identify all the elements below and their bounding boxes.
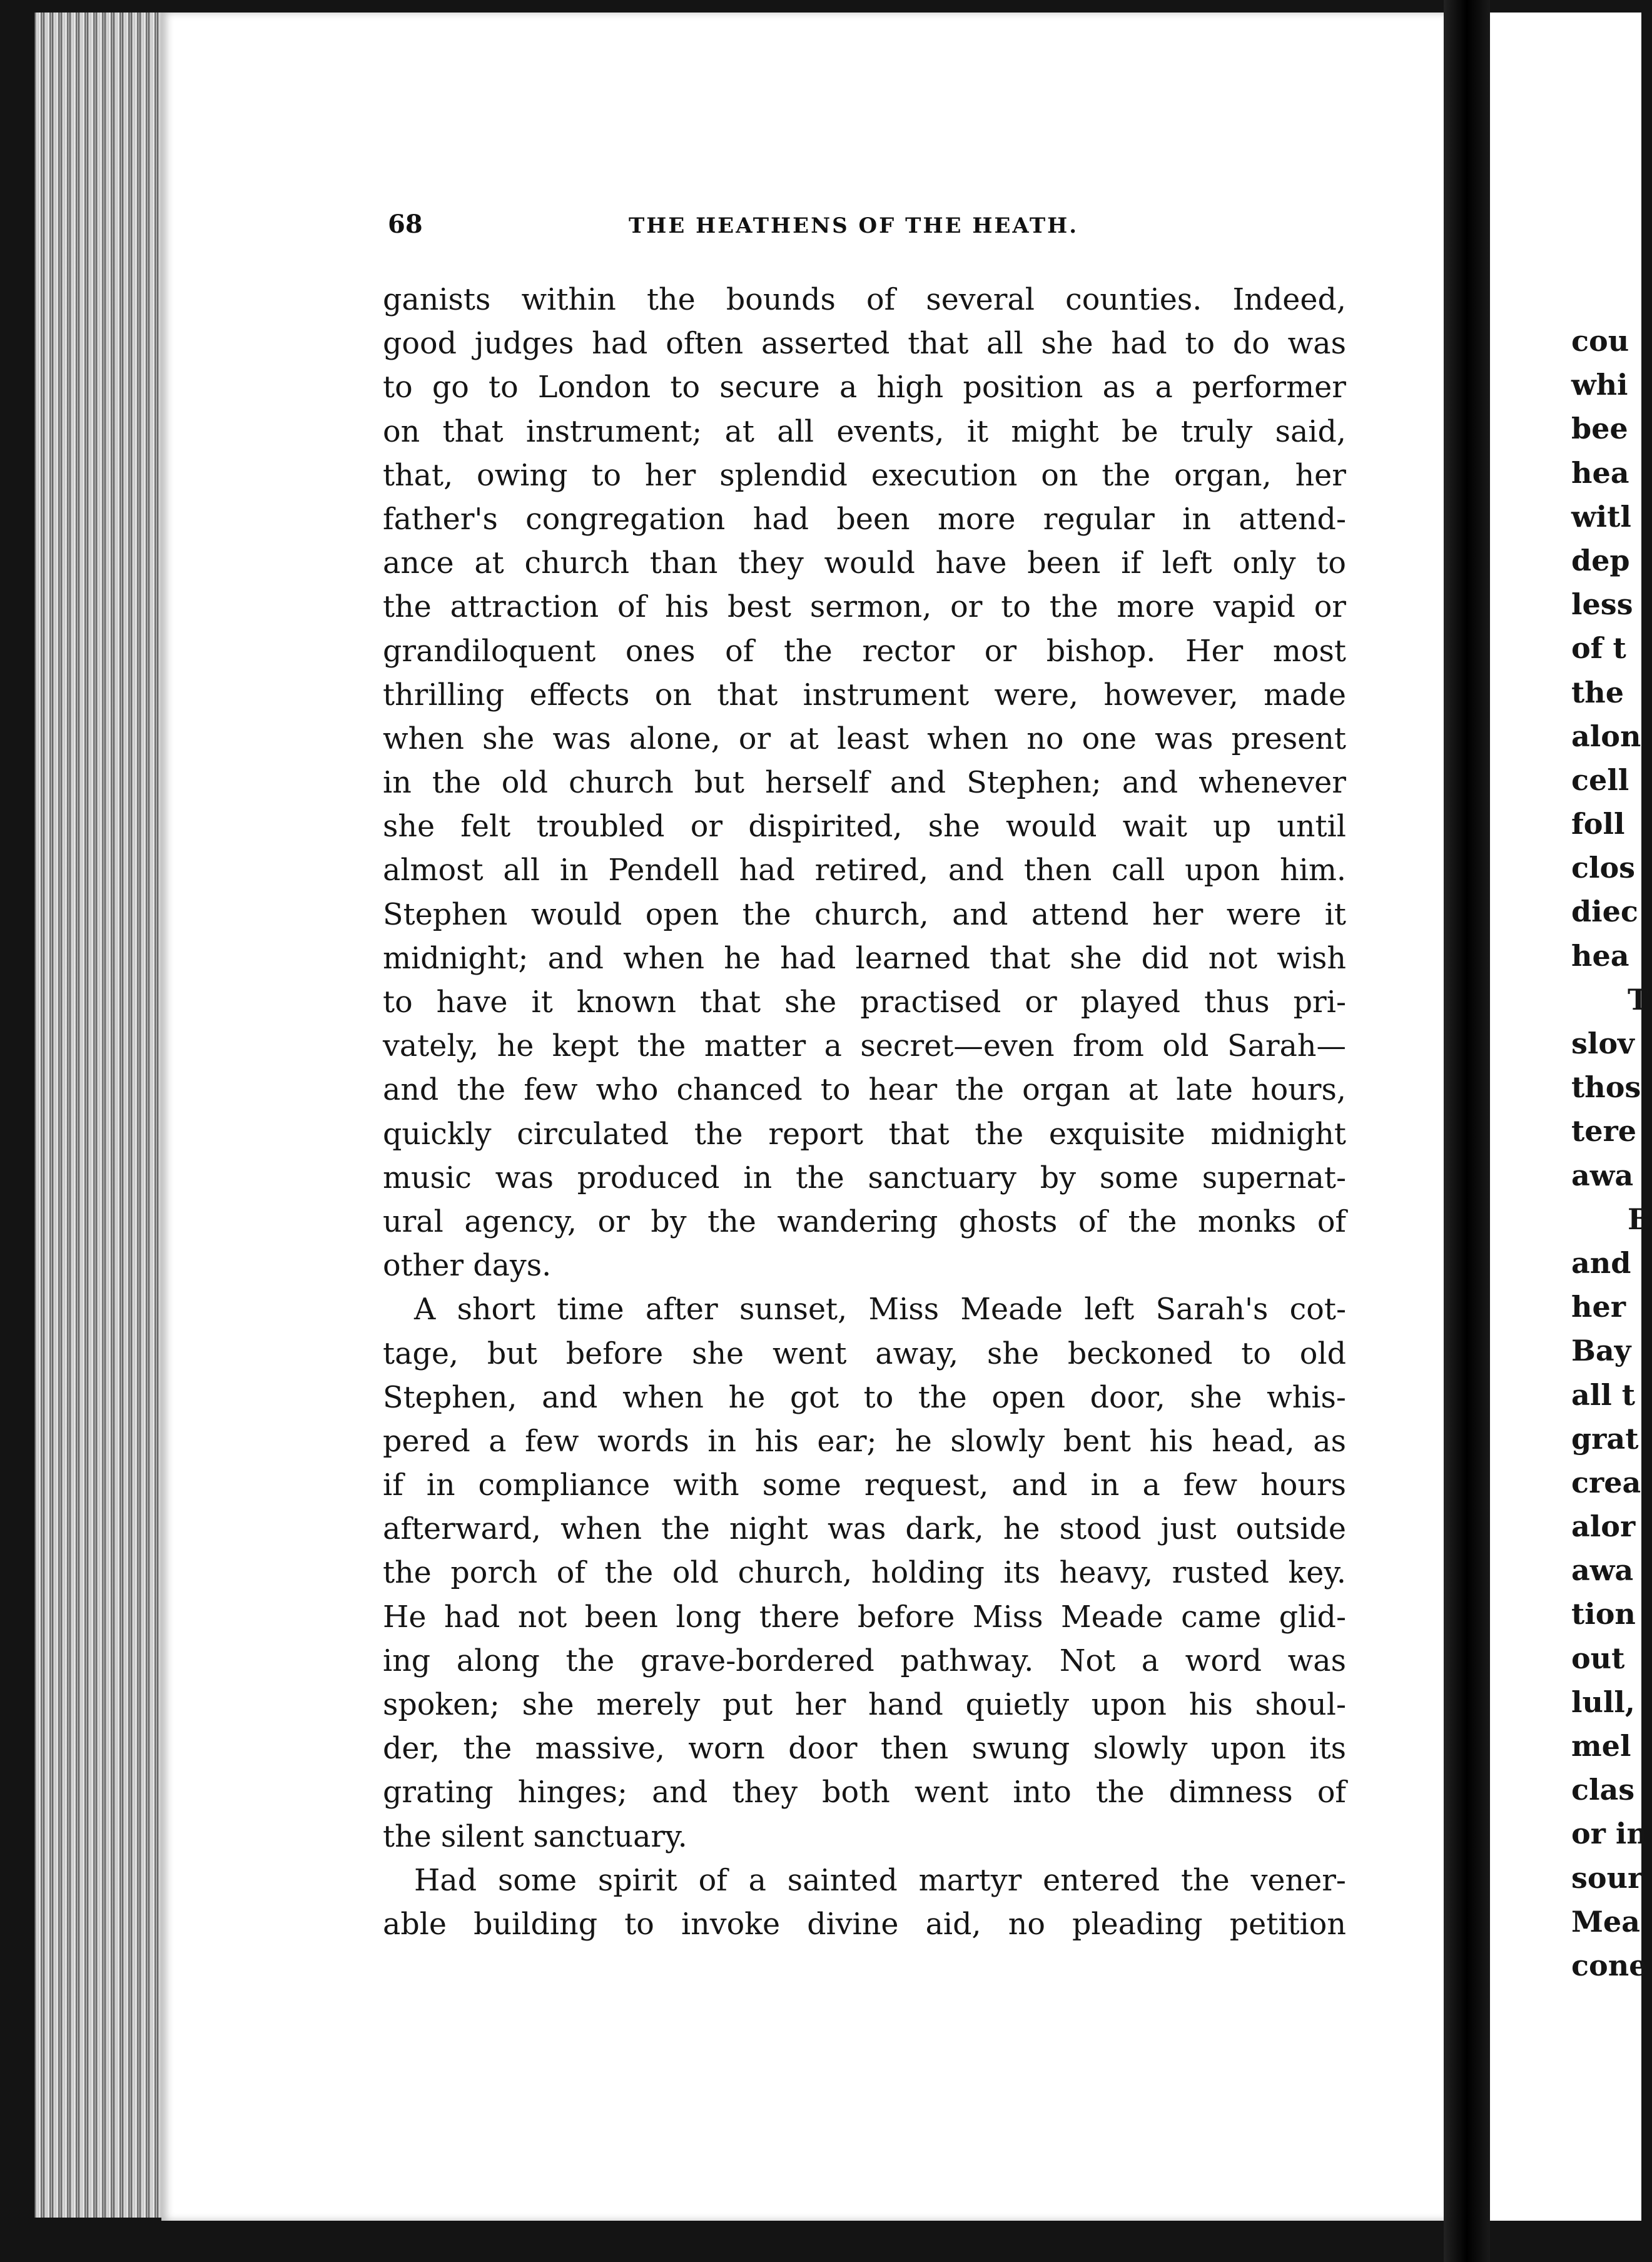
text-line: quickly circulated the report that the exquisite midnight [383, 1117, 1346, 1152]
text-line: thrilling effects on that instrument were, however, made [383, 677, 1346, 713]
fragment: out [1571, 1641, 1625, 1675]
fragment: hea [1571, 455, 1629, 490]
page-edges [34, 13, 166, 2218]
text-line: ing along the grave-bordered pathway. Not a word was [383, 1643, 1346, 1678]
text-line: able building to invoke divine aid, no pleading petition [383, 1907, 1346, 1942]
fragment: cell [1571, 763, 1629, 797]
text-line: to go to London to secure a high position as a performer [383, 370, 1346, 405]
fragment: clas [1571, 1773, 1635, 1807]
fragment: awa [1571, 1553, 1634, 1588]
text-line: Stephen, and when he got to the open door, she whis- [383, 1380, 1346, 1415]
paragraph-start: Had some spirit of a sainted martyr entered the vener- [414, 1863, 1346, 1898]
fragment: the [1571, 675, 1624, 709]
fragment: sour [1571, 1860, 1643, 1895]
text-line: ural agency, or by the wandering ghosts of the monks of [383, 1204, 1346, 1239]
text-line: on that instrument; at all events, it might be truly said, [383, 414, 1346, 449]
fragment: thos [1571, 1070, 1641, 1105]
text-line: Stephen would open the church, and attend her were it [383, 897, 1346, 932]
text-line: der, the massive, worn door then swung slowly upon its [383, 1732, 1346, 1767]
fragment: alon [1571, 719, 1641, 753]
text-line: afterward, when the night was dark, he stood just outside [383, 1512, 1346, 1547]
fragment: dep [1571, 543, 1630, 577]
text-line: music was produced in the sanctuary by some supernat- [383, 1160, 1346, 1195]
fragment: Bay [1571, 1334, 1631, 1368]
page-header [388, 210, 1357, 247]
text-line: pered a few words in his ear; he slowly bent his head, as [383, 1424, 1346, 1459]
text-line: to have it known that she practised or played thus pri- [383, 985, 1346, 1020]
text-line: the attraction of his best sermon, or to the more vapid or [383, 590, 1346, 625]
text-line: ganists within the bounds of several counties. Indeed, [383, 283, 1346, 317]
text-line: the porch of the old church, holding its heavy, rusted key. [383, 1556, 1346, 1591]
text-line: if in compliance with some request, and in a few hours [383, 1468, 1346, 1503]
fragment: or in [1571, 1817, 1648, 1851]
fragment: awa [1571, 1158, 1634, 1192]
text-line: ance at church than they would have been if left only to [383, 546, 1346, 581]
text-line: grating hinges; and they both went into the dimness of [383, 1775, 1346, 1810]
fragment: cou [1571, 324, 1629, 358]
text-line: father's congregation had been more regular in attend- [383, 502, 1346, 537]
text-line: He had not been long there before Miss Meade came glid- [383, 1600, 1346, 1635]
fragment: her [1571, 1290, 1626, 1324]
fragment: mel [1571, 1729, 1631, 1763]
text-line: grandiloquent ones of the rector or bishop. Her most [383, 634, 1346, 669]
fragment: hea [1571, 938, 1629, 973]
fragment: and [1571, 1245, 1631, 1280]
text-line: in the old church but herself and Stephen; and whenever [383, 766, 1346, 801]
paragraph-start: A short time after sunset, Miss Meade left Sarah's cot- [414, 1292, 1346, 1327]
fragment: tion [1571, 1597, 1636, 1631]
text-line: tage, but before she went away, she beckoned to old [383, 1336, 1346, 1371]
text-line: spoken; she merely put her hand quietly upon his shoul- [383, 1688, 1346, 1722]
book-gutter [1444, 0, 1490, 2262]
running-head: THE HEATHENS OF THE HEATH. [629, 213, 1079, 238]
text-line: almost all in Pendell had retired, and then call upon him. [383, 853, 1346, 888]
fragment: cone [1571, 1948, 1648, 1982]
fragment: diec [1571, 895, 1638, 929]
page-number: 68 [388, 210, 423, 239]
right-page-text [1571, 319, 1652, 1987]
text-line: midnight; and when he had learned that she did not wish [383, 941, 1346, 976]
text-line: she felt troubled or dispirited, she would wait up until [383, 809, 1346, 844]
fragment: lull, [1571, 1685, 1635, 1719]
fragment: bee [1571, 412, 1628, 446]
text-line: when she was alone, or at least when no one was present [383, 721, 1346, 756]
fragment: T [1628, 982, 1649, 1017]
text-line: that, owing to her splendid execution on the organ, her [383, 458, 1346, 493]
fragment: of t [1571, 631, 1626, 666]
text-line: and the few who chanced to hear the organ at late hours, [383, 1073, 1346, 1108]
text-line: other days. [383, 1249, 552, 1284]
fragment: whi [1571, 368, 1628, 402]
fragment: all t [1571, 1377, 1636, 1412]
text-line: vately, he kept the matter a secret—even from old Sarah— [383, 1029, 1346, 1064]
fragment: crea [1571, 1465, 1641, 1499]
fragment: Mea [1571, 1904, 1640, 1939]
fragment: slov [1571, 1027, 1634, 1060]
fragment: B [1628, 1202, 1652, 1236]
text-line: the silent sanctuary. [383, 1819, 687, 1854]
fragment: less [1571, 587, 1633, 622]
body-text [383, 278, 1346, 1947]
fragment: clos [1571, 851, 1636, 885]
fragment: grat [1571, 1421, 1639, 1456]
fragment: alor [1571, 1509, 1636, 1544]
fragment: witl [1571, 499, 1631, 534]
text-line: good judges had often asserted that all she had to do was [383, 327, 1346, 362]
fragment: foll [1571, 807, 1625, 841]
fragment: tere [1571, 1114, 1637, 1149]
